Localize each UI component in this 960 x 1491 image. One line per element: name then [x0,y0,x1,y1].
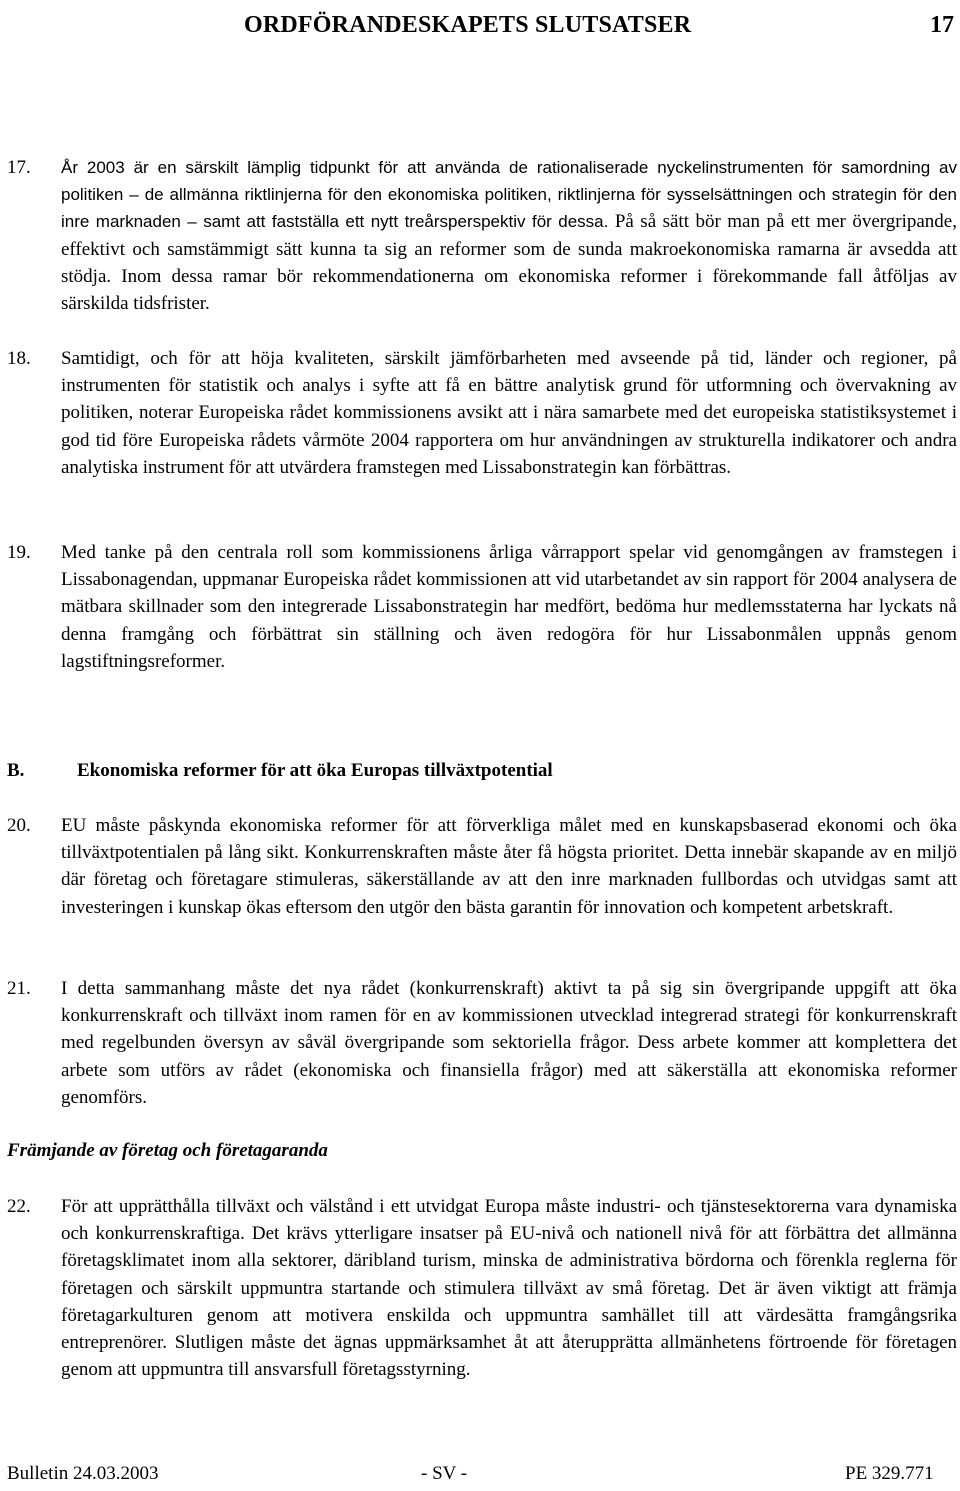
footer-bulletin: Bulletin 24.03.2003 [7,1463,159,1484]
paragraph-number: 17. [7,157,31,178]
paragraph-number: 21. [7,978,31,999]
paragraph-text: Samtidigt, och för att höja kvaliteten, särskilt jämförbarheten med avseende på tid, länder och regioner, på instrumenten för statistik och analys i syfte att få en bättre analytisk grund för utformning och övervakning av politiken, noterar Europeiska rådet kommissionens avsikt att i nära samarbete med det europeiska statistiksystemet i god tid före Europeiska rådets vårmöte 2004 rapportera om hur användningen av strukturella indikatorer och andra analytiska instrument för att utvärdera framstegen med Lissabonstrategin kan förbättras. [61,348,957,478]
paragraph-17 [7,154,957,317]
paragraph-number: 19. [7,542,31,563]
running-header-title: ORDFÖRANDESKAPETS SLUTSATSER [244,12,692,38]
paragraph-20 [7,812,957,921]
paragraph-text-serif: På så sätt bör man på ett mer övergripande, effektivt och samstämmigt sätt kunna ta sig an reformer som de sunda makroekonomiska ramarna är avsedda att stödja. Inom dessa ramar bör rekommendationerna om ekonomiska reformer i förekommande fall åtföljas av särskilda tidsfrister. [61,211,957,315]
paragraph-number: 22. [7,1196,31,1217]
paragraph-number: 20. [7,815,31,836]
paragraph-text: I detta sammanhang måste det nya rådet (konkurrenskraft) aktivt ta på sig sin övergripande uppgift att öka konkurrenskraft och tillväxt inom ramen för en av kommissionen utvecklad integrerad strategi för konkurrenskraft med regelbunden översyn av såväl övergripande som sektoriella frågor. Dess arbete kommer att komplettera det arbete som utförs av rådet (ekonomiska och finansiella frågor) med att säkerställa att ekonomiska reformer genomförs. [61,978,957,1108]
paragraph-number: 18. [7,348,31,369]
paragraph-text [61,154,957,317]
footer-reference: PE 329.771 [845,1463,934,1484]
paragraph-18 [7,345,957,481]
section-letter: B. [7,760,25,781]
section-title: Ekonomiska reformer för att öka Europas tillväxtpotential [77,760,553,781]
paragraph-text-sans: År 2003 är en särskilt lämplig tidpunkt för att använda de rationaliserade nyckelinstrumenten för samordning av politiken – de allmänna riktlinjerna för den ekonomiska politiken, riktlinjerna för sysselsättningen och strategin för den inre marknaden – samt att fastställa ett nytt treårsperspektiv för dessa. [61,158,957,232]
subheading: Främjande av företag och företagaranda [7,1140,328,1161]
paragraph-21 [7,975,957,1111]
paragraph-text: Med tanke på den centrala roll som kommissionens årliga vårrapport spelar vid genomgången av framstegen i Lissabonagendan, uppmanar Europeiska rådet kommissionen att vid utarbetandet av sin rapport för 2004 analysera de mätbara skillnader som den integrerade Lissabonstrategin har medfört, bedöma hur medlemsstaterna har lyckats nå denna framgång och förbättrat sin ställning och även redogöra för hur Lissabonmålen uppnås genom lagstiftningsreformer. [61,542,957,672]
paragraph-text: För att upprätthålla tillväxt och välstånd i ett utvidgat Europa måste industri- och tjänstesektorerna vara dynamiska och konkurrenskraftiga. Det krävs ytterligare insatser på EU-nivå och nationell nivå för att förbättra det allmänna företagsklimatet inom alla sektorer, däribland turism, minska de administrativa bördorna och förenkla reglerna för företagen och särskilt uppmuntra startande och stimulera tillväxt av små företag. Det är även viktigt att främja företagarkulturen genom att motivera enskilda och uppmuntra samhället till att värdesätta framgångsrika entreprenörer. Slutligen måste det ägnas uppmärksamhet åt att återupprätta allmänhetens förtroende för företagen genom att uppmuntra till ansvarsfull företagsstyrning. [61,1196,957,1381]
page-number: 17 [930,12,954,38]
paragraph-19 [7,539,957,675]
footer-language: - SV - [421,1463,468,1484]
paragraph-text: EU måste påskynda ekonomiska reformer för att förverkliga målet med en kunskapsbaserad ekonomi och öka tillväxtpotentialen på lång sikt. Konkurrenskraften måste åter få högsta prioritet. Detta innebär skapande av en miljö där företag och företagare stimuleras, säkerställande av att den inre marknaden fullbordas och utvidgas samt att investeringen i kunskap ökas eftersom den utgör den bästa garantin för innovation och kompetent arbetskraft. [61,815,957,918]
paragraph-22 [7,1193,957,1383]
